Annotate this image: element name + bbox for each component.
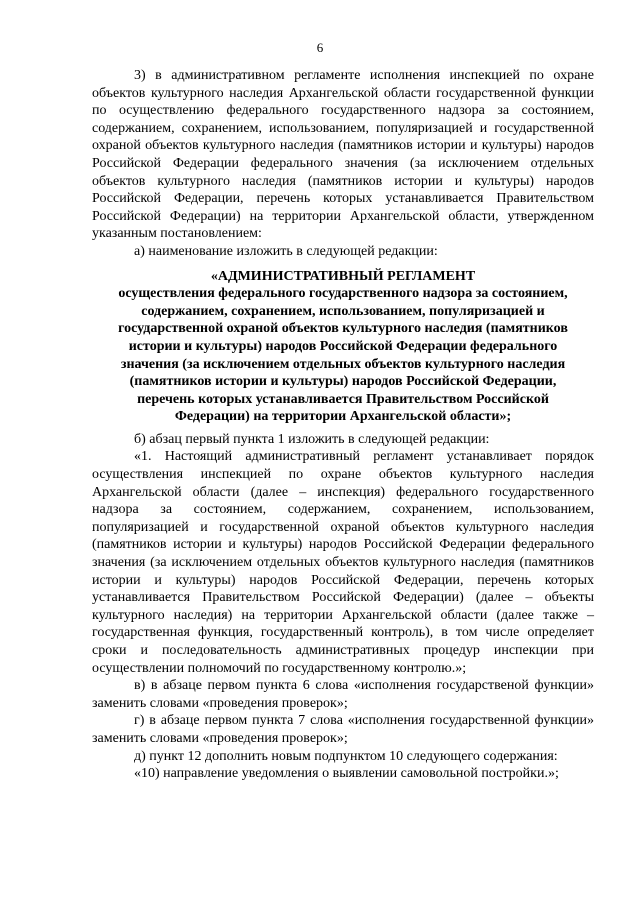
regulation-title-block [102,268,584,426]
paragraph-subpoint-10: «10) направление уведомления о выявлении самовольной постройки.»; [134,766,559,782]
paragraph-subitem-d: д) пункт 12 дополнить новым подпунктом 10 следующего содержания: [134,748,558,764]
paragraph-subitem-v: в) в абзаце первом пункта 6 слова «исполнения государственой функции» заменить словами «проведения проверок»; [92,678,594,711]
paragraph-subitem-g: г) в абзаце первом пункта 7 слова «исполнения государственной функции» заменить словами «проведения проверок»; [92,713,594,746]
paragraph-amendment-3: 3) в административном регламенте исполнения инспекцией по охране объектов культурного наследия Архангельской области государственной функции по осуществлению федерального государственного надзора за состоянием, содержанием, сохранением, использованием, популяризацией и государственной охраной объектов культурного наследия (памятников истории и культуры) народов Российской Федерации федерального значения (за исключением отдельных объектов культурного наследия (памятников истории и культуры) народов Российской Федерации, перечень которых устанавливается Правительством Российской Федерации) на территории Архангельской области, утвержденном указанным постановлением: [92,68,594,242]
document-body [92,67,594,783]
paragraph-item-1-text: «1. Настоящий административный регламент устанавливает порядок осуществления инспекцией по охране объектов культурного наследия Архангельской области (далее – инспекция) федерального государственного надзора за состоянием, содержанием, сохранением, использованием, популяризацией и государственной охраной объектов культурного наследия (памятников истории и культуры) народов Российской Федерации федерального значения (за исключением отдельных объектов культурного наследия (памятников истории и культуры) народов Российской Федерации, перечень которых устанавливается Правительством Российской Федерации) (далее – объекты культурного наследия) на территории Архангельской области (далее также – государственная функция, государственный контроль), в том числе определяет сроки и последовательность административных процедур инспекции при осуществлении полномочий по государственному контролю.»; [92,449,594,676]
page-number: 6 [316,40,324,55]
paragraph-subitem-b: б) абзац первый пункта 1 изложить в следующей редакции: [134,431,490,447]
paragraph-subitem-a: а) наименование изложить в следующей редакции: [134,243,438,259]
regulation-title-text: осуществления федерального государственного надзора за состоянием, содержанием, сохранением, использованием, популяризацией и государственной охраной объектов культурного наследия (памятников истории и культуры) народов Российской Федерации федерального значения (за исключением отдельных объектов культурного наследия (памятников истории и культуры) народов Российской Федерации, перечень которых устанавливается Правительством Российской Федерации) на территории Архангельской области»; [118,286,568,425]
regulation-title-heading: «АДМИНИСТРАТИВНЫЙ РЕГЛАМЕНТ [210,268,476,284]
